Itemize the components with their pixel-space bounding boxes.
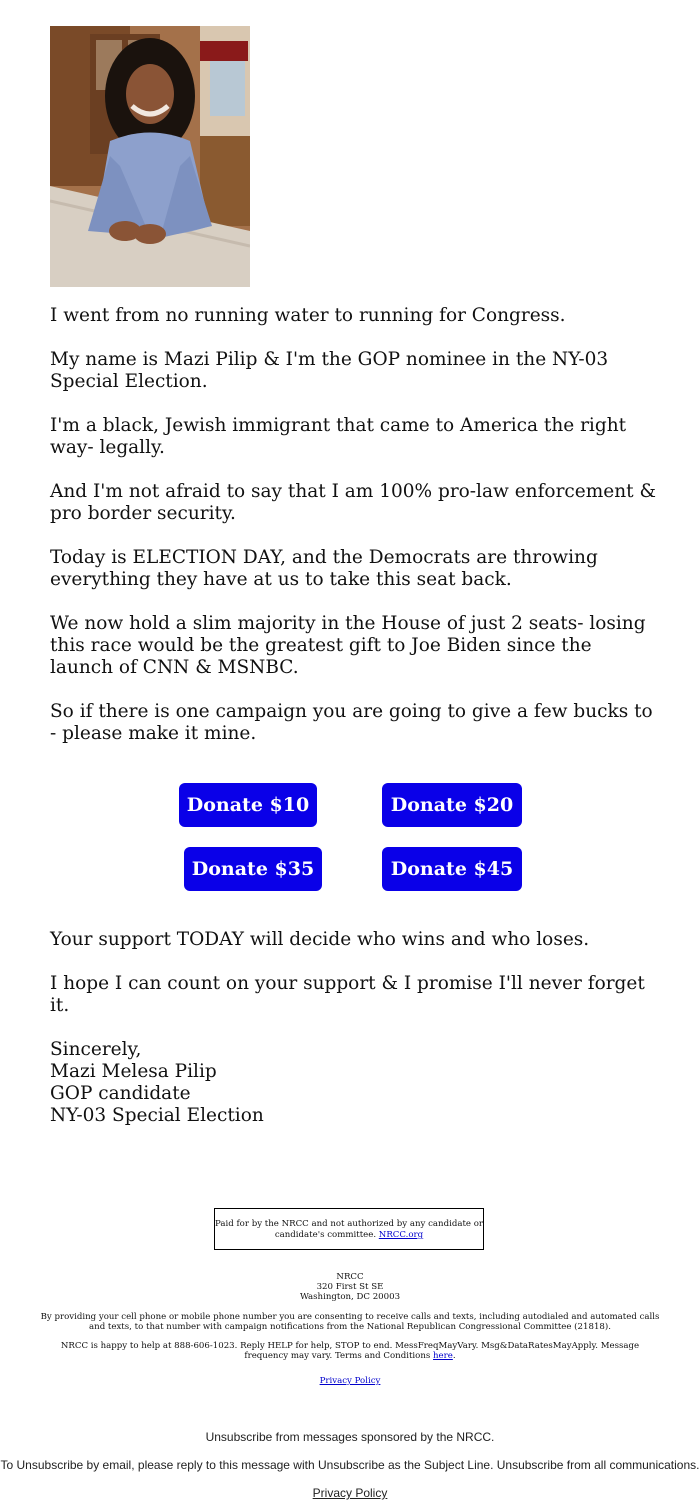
body-paragraph: So if there is one campaign you are going to give a few bucks to - please make it mine. [50, 701, 653, 744]
signer-role: GOP candidate [50, 1083, 191, 1104]
nrcc-link[interactable]: NRCC.org [378, 1230, 424, 1240]
signer-name: Mazi Melesa Pilip [50, 1061, 217, 1082]
closing-paragraph: I hope I can count on your support & I promise I'll never forget it. [50, 973, 645, 1016]
closing-section [50, 929, 660, 1149]
sign-off: Sincerely, [50, 1039, 142, 1060]
body-paragraph: I went from no running water to running for Congress. [50, 305, 566, 326]
donate-45-button[interactable]: Donate $45 [382, 847, 522, 891]
privacy-policy-link-2[interactable]: Privacy Policy [312, 1486, 388, 1500]
street-address: 320 First St SE [316, 1282, 384, 1292]
body-paragraph: Today is ELECTION DAY, and the Democrats are throwing everything they have at us to take this seat back. [50, 547, 598, 590]
unsubscribe-sponsored-text: Unsubscribe from messages sponsored by the NRCC. [205, 1430, 495, 1444]
help-text-body: NRCC is happy to help at 888-606-1023. Reply HELP for help, STOP to end. MessFreqMayVary. Msg&DataRatesMayApply. Message frequency may vary. Terms and Conditions [60, 1341, 640, 1361]
org-name: NRCC [336, 1272, 364, 1282]
privacy-policy-link[interactable]: Privacy Policy [319, 1376, 381, 1386]
privacy-policy-row [40, 1376, 660, 1386]
sms-consent-text: By providing your cell phone or mobile phone number you are consenting to receive calls and texts, including autodialed and automated calls and texts, to that number with campaign notifications from the National Republican Congressional Committee (21818). [40, 1312, 660, 1332]
paid-for-disclaimer [214, 1208, 484, 1250]
donate-10-button[interactable]: Donate $10 [179, 783, 317, 827]
signature [50, 1039, 660, 1127]
help-text: NRCC is happy to help at 888-606-1023. Reply HELP for help, STOP to end. MessFreqMayVary. Msg&DataRatesMayApply. Message frequency may vary. Terms and Conditions here. [60, 1341, 640, 1361]
donate-20-button[interactable]: Donate $20 [382, 783, 522, 827]
body-paragraph: I'm a black, Jewish immigrant that came to America the right way- legally. [50, 415, 627, 458]
privacy-policy-row-2 [0, 1486, 700, 1500]
body-paragraph: And I'm not afraid to say that I am 100% pro-law enforcement & pro border security. [50, 481, 656, 524]
email-body [50, 305, 660, 767]
candidate-photo-illustration [50, 26, 250, 287]
body-paragraph: My name is Mazi Pilip & I'm the GOP nominee in the NY-03 Special Election. [50, 349, 609, 392]
signer-race: NY-03 Special Election [50, 1105, 264, 1126]
address-block [40, 1272, 660, 1302]
terms-link[interactable]: here [433, 1351, 453, 1361]
unsubscribe-email-text: To Unsubscribe by email, please reply to this message with Unsubscribe as the Subject Line. Unsubscribe from all communications. [0, 1458, 700, 1472]
candidate-photo [50, 26, 250, 287]
donate-35-button[interactable]: Donate $35 [184, 847, 322, 891]
closing-paragraph: Your support TODAY will decide who wins and who loses. [50, 929, 590, 950]
paid-for-text: Paid for by the NRCC and not authorized by any candidate or candidate's committee. [215, 1219, 484, 1240]
body-paragraph: We now hold a slim majority in the House of just 2 seats- losing this race would be the greatest gift to Joe Biden since the launch of CNN & MSNBC. [50, 613, 646, 678]
city-address: Washington, DC 20003 [299, 1292, 401, 1302]
